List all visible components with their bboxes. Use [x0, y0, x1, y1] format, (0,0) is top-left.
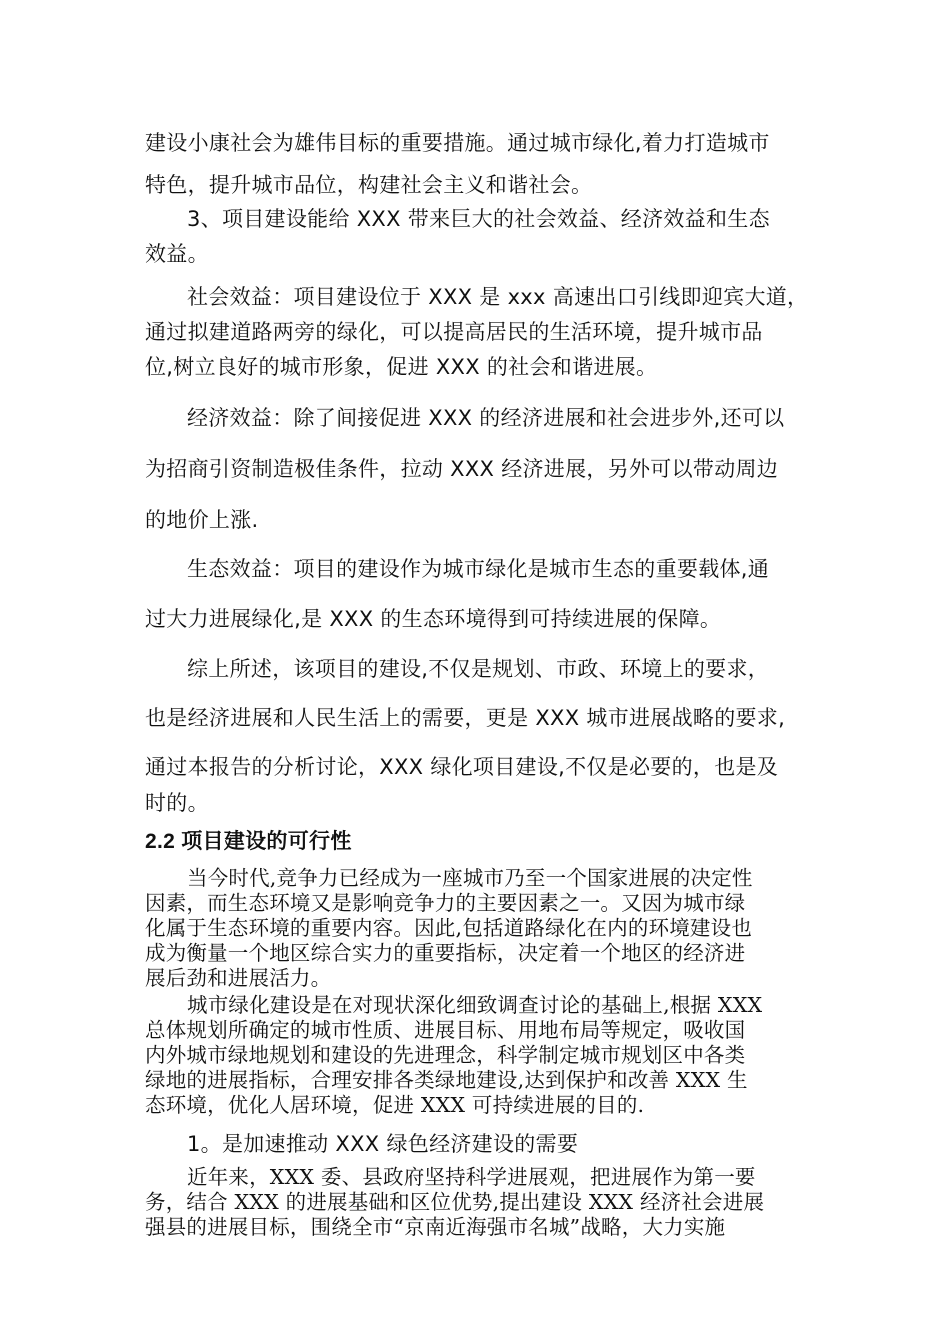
paragraph-line: 因素，而生态环境又是影响竞争力的主要因素之一。又因为城市绿 — [145, 891, 746, 915]
paragraph-line: 绿地的进展指标，合理安排各类绿地建设,达到保护和改善 XXX 生 — [145, 1068, 748, 1092]
paragraph-line: 务，结合 XXX 的进展基础和区位优势,提出建设 XXX 经济社会进展 — [145, 1190, 765, 1214]
paragraph-line: 总体规划所确定的城市性质、进展目标、用地布局等规定，吸收国 — [145, 1018, 746, 1042]
paragraph-line: 位,树立良好的城市形象，促进 XXX 的社会和谐进展。 — [145, 355, 658, 379]
paragraph-line: 通过拟建道路两旁的绿化，可以提高居民的生活环境，提升城市品 — [145, 320, 763, 344]
paragraph-line: 通过本报告的分析讨论，XXX 绿化项目建设,不仅是必要的，也是及 — [145, 755, 779, 779]
paragraph-line: 当今时代,竞争力已经成为一座城市乃至一个国家进展的决定性 — [187, 866, 753, 890]
paragraph-line: 展后劲和进展活力。 — [145, 966, 332, 990]
paragraph-line: 近年来，XXX 委、县政府坚持科学进展观，把进展作为第一要 — [187, 1165, 756, 1189]
paragraph-line: 生态效益：项目的建设作为城市绿化是城市生态的重要载体,通 — [187, 557, 770, 581]
paragraph-line: 为招商引资制造极佳条件，拉动 XXX 经济进展，另外可以带动周边 — [145, 457, 779, 481]
paragraph-line: 内外城市绿地规划和建设的先进理念，科学制定城市规划区中各类 — [145, 1043, 746, 1067]
subsection-title: 1。是加速推动 XXX 绿色经济建设的需要 — [187, 1132, 579, 1156]
paragraph-line: 城市绿化建设是在对现状深化细致调查讨论的基础上,根据 XXX — [187, 993, 763, 1017]
paragraph-line: 社会效益：项目建设位于 XXX 是 xxx 高速出口引线即迎宾大道， — [187, 285, 809, 309]
paragraph-line: 3、项目建设能给 XXX 带来巨大的社会效益、经济效益和生态 — [187, 207, 770, 231]
paragraph-line: 建设小康社会为雄伟目标的重要措施。通过城市绿化,着力打造城市 — [145, 131, 770, 155]
paragraph-line: 效益。 — [145, 242, 209, 266]
paragraph-line: 态环境，优化人居环境，促进 XXX 可持续进展的目的. — [145, 1093, 645, 1117]
paragraph-line: 的地价上涨. — [145, 508, 259, 532]
section-heading: 2.2 项目建设的可行性 — [145, 830, 352, 853]
paragraph-line: 也是经济进展和人民生活上的需要，更是 XXX 城市进展战略的要求, — [145, 706, 786, 730]
paragraph-line: 强县的进展目标，围绕全市“京南近海强市名城”战略，大力实施 — [145, 1215, 726, 1239]
paragraph-line: 特色，提升城市品位，构建社会主义和谐社会。 — [145, 173, 593, 197]
paragraph-line: 成为衡量一个地区综合实力的重要指标，决定着一个地区的经济进 — [145, 941, 746, 965]
paragraph-line: 经济效益：除了间接促进 XXX 的经济进展和社会进步外,还可以 — [187, 406, 785, 430]
paragraph-line: 综上所述，该项目的建设,不仅是规划、市政、环境上的要求， — [187, 657, 770, 681]
paragraph-line: 过大力进展绿化,是 XXX 的生态环境得到可持续进展的保障。 — [145, 607, 722, 631]
paragraph-line: 时的。 — [145, 791, 209, 815]
paragraph-line: 化属于生态环境的重要内容。因此,包括道路绿化在内的环境建设也 — [145, 916, 753, 940]
